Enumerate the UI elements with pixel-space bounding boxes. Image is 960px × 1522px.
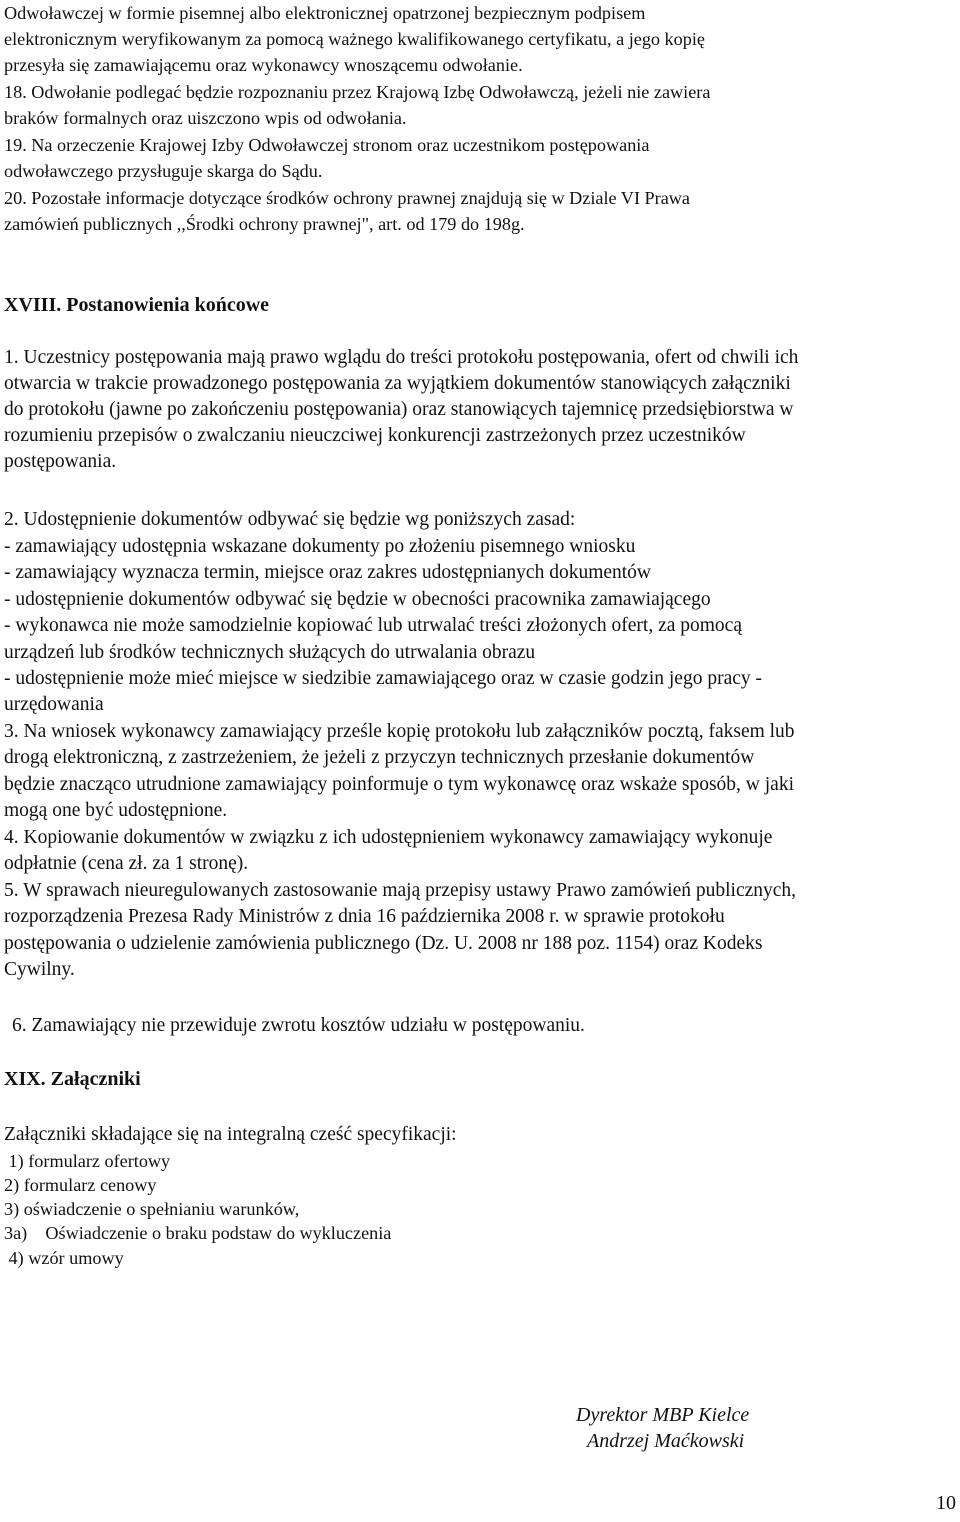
paragraph-3-line: drogą elektroniczną, z zastrzeżeniem, że jeżeli z przyczyn technicznych przesłanie dokumentów	[4, 747, 755, 768]
paragraph-3-line: mogą one być udostępnione.	[4, 800, 228, 821]
attachments-intro: Załączniki składające się na integralną cześć specyfikacji:	[4, 1124, 457, 1145]
attachment-item: 4) wzór umowy	[4, 1248, 124, 1268]
paragraph-1-line: rozumieniu przepisów o zwalczaniu nieuczciwej konkurencji zastrzeżonych przez uczestników	[4, 425, 746, 446]
appeal-text-line: Odwoławczej w formie pisemnej albo elektronicznej opatrzonej bezpiecznym podpisem	[4, 3, 646, 23]
attachment-item: 3) oświadczenie o spełnianiu warunków,	[4, 1199, 300, 1219]
page-number: 10	[936, 1492, 956, 1514]
signature-name: Andrzej Maćkowski	[587, 1430, 745, 1452]
paragraph-2-line: - zamawiający wyznacza termin, miejsce oraz zakres udostępnianych dokumentów	[4, 562, 652, 583]
section-heading-xix: XIX. Załączniki	[4, 1068, 141, 1090]
paragraph-5-line: postępowania o udzielenie zamówienia publicznego (Dz. U. 2008 nr 188 poz. 1154) oraz Kodeks	[4, 933, 763, 954]
paragraph-4-line: odpłatnie (cena zł. za 1 stronę).	[4, 853, 249, 874]
paragraph-2-line: - udostępnienie dokumentów odbywać się będzie w obecności pracownika zamawiającego	[4, 589, 711, 610]
attachment-item: 1) formularz ofertowy	[4, 1151, 171, 1171]
paragraph-5-line: rozporządzenia Prezesa Rady Ministrów z dnia 16 października 2008 r. w sprawie protokołu	[4, 906, 725, 927]
attachment-item: 3a) Oświadczenie o braku podstaw do wykluczenia	[4, 1223, 392, 1243]
paragraph-5-line: 5. W sprawach nieuregulowanych zastosowanie mają przepisy ustawy Prawo zamówień publicznych,	[4, 880, 797, 901]
appeal-text-line: przesyła się zamawiającemu oraz wykonawcy wnoszącemu odwołanie.	[4, 55, 523, 75]
paragraph-2-line: - udostępnienie może mieć miejsce w siedzibie zamawiającego oraz w czasie godzin jego pracy -	[4, 668, 762, 689]
paragraph-6: 6. Zamawiający nie przewiduje zwrotu kosztów udziału w postępowaniu.	[12, 1015, 585, 1036]
point-18-line: 18. Odwołanie podlegać będzie rozpoznaniu przez Krajową Izbę Odwoławczą, jeżeli nie zawiera	[4, 82, 711, 102]
point-20-line: zamówień publicznych ,,Środki ochrony prawnej", art. od 179 do 198g.	[4, 214, 525, 234]
section-heading-xviii: XVIII. Postanowienia końcowe	[4, 294, 270, 316]
paragraph-5-line: Cywilny.	[4, 959, 75, 980]
paragraph-3-line: 3. Na wniosek wykonawcy zamawiający prześle kopię protokołu lub załączników pocztą, faksem lub	[4, 721, 795, 742]
point-18-line: braków formalnych oraz uiszczono wpis od odwołania.	[4, 108, 407, 128]
paragraph-2-line: urządzeń lub środków technicznych służących do utrwalania obrazu	[4, 642, 536, 663]
attachment-item: 2) formularz cenowy	[4, 1175, 157, 1195]
point-19-line: odwoławczego przysługuje skarga do Sądu.	[4, 161, 323, 181]
paragraph-2-line: - wykonawca nie może samodzielnie kopiować lub utrwalać treści złożonych ofert, za pomocą	[4, 615, 742, 636]
paragraph-1-line: otwarcia w trakcie prowadzonego postępowania za wyjątkiem dokumentów stanowiących załączniki	[4, 373, 791, 394]
paragraph-1-line: postępowania.	[4, 451, 117, 472]
paragraph-1-line: do protokołu (jawne po zakończeniu postępowania) oraz stanowiących tajemnicę przedsiębiorstwa w	[4, 399, 794, 420]
point-20-line: 20. Pozostałe informacje dotyczące środków ochrony prawnej znajdują się w Dziale VI Prawa	[4, 188, 691, 208]
paragraph-2-line: - zamawiający udostępnia wskazane dokumenty po złożeniu pisemnego wniosku	[4, 536, 636, 557]
appeal-text-line: elektronicznym weryfikowanym za pomocą ważnego kwalifikowanego certyfikatu, a jego kopię	[4, 29, 705, 49]
paragraph-1-line: 1. Uczestnicy postępowania mają prawo wglądu do treści protokołu postępowania, ofert od chwili ich	[4, 347, 799, 368]
paragraph-3-line: będzie znacząco utrudnione zamawiający poinformuje o tym wykonawcę oraz wskaże sposób, w jaki	[4, 774, 794, 795]
signature-title: Dyrektor MBP Kielce	[576, 1404, 750, 1426]
paragraph-4-line: 4. Kopiowanie dokumentów w związku z ich udostępnieniem wykonawcy zamawiający wykonuje	[4, 827, 773, 848]
point-19-line: 19. Na orzeczenie Krajowej Izby Odwoławczej stronom oraz uczestnikom postępowania	[4, 135, 650, 155]
paragraph-2-line: 2. Udostępnienie dokumentów odbywać się będzie wg poniższych zasad:	[4, 509, 576, 530]
paragraph-2-line: urzędowania	[4, 694, 104, 715]
